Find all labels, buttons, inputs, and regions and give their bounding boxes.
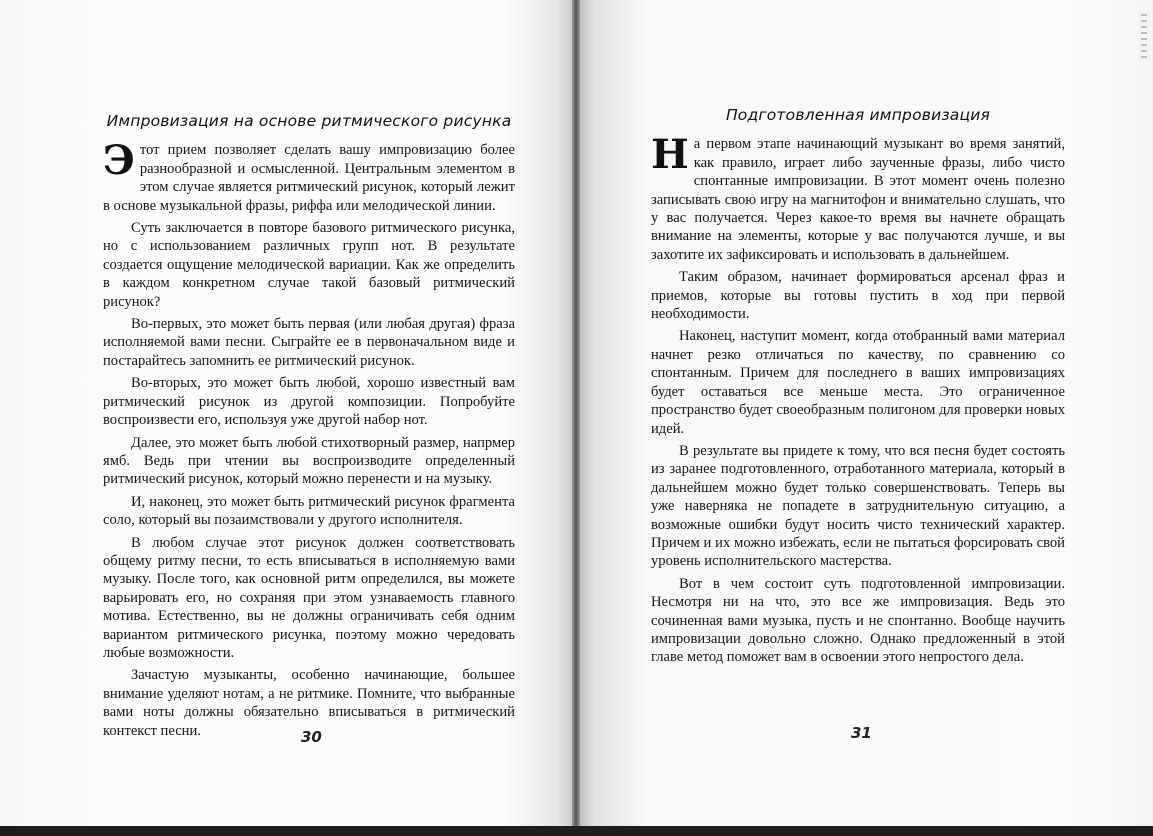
left-page-heading: Импровизация на основе ритмического рисунка xyxy=(106,112,512,130)
left-paragraph-8: Зачастую музыканты, особенно начинающие, большее внимание уделяют нотам, а не ритмике. Помните, что выбранные вами ноты должны обязательно вписываться в ритмический контекст песни. xyxy=(103,667,515,739)
left-page-number: 30 xyxy=(301,728,322,746)
right-paragraph-4: В результате вы придете к тому, что вся песня будет состоять из заранее подготовленного, отработанного материала, который в дальнейшем можно будет только совершенствовать. Теперь вы уже наверняка не попадете в затруднительную ситуацию, а возможные ошибки будут носить чисто технический характер. Причем и их можно избежать, если не пытаться форсировать свой уровень исполнительского мастерства. xyxy=(651,442,1065,570)
left-dropcap: Э xyxy=(103,137,135,185)
right-paragraph-2: Таким образом, начинает формироваться арсенал фраз и приемов, которые вы готовы пустить в ход при первой необходимости. xyxy=(651,269,1065,323)
right-dropcap: Н xyxy=(651,131,689,179)
right-text-column xyxy=(651,106,1065,671)
right-page xyxy=(578,0,1153,828)
book-gutter xyxy=(572,0,580,836)
page-edge-marks xyxy=(1141,14,1147,58)
left-text-column xyxy=(103,112,515,744)
bottom-edge-shadow xyxy=(0,826,1153,836)
right-page-number: 31 xyxy=(851,724,872,742)
right-paragraph-5: Вот в чем состоит суть подготовленной импровизации. Несмотря ни на что, это все же импровизация. Ведь это сочиненная вами музыка, пусть и не спонтанно. Вообще научить импровизации довольно сложно. Однако предложенный в этой главе метод поможет вам в освоении этого непростого дела. xyxy=(651,575,1065,666)
left-paragraph-4: Во-вторых, это может быть любой, хорошо известный вам ритмический рисунок из другой композиции. Попробуйте воспроизвести его, используя уже другой набор нот. xyxy=(103,375,515,429)
left-paragraph-6: И, наконец, это может быть ритмический рисунок фрагмента соло, который вы позаимствовали у другого исполнителя. xyxy=(103,493,515,529)
left-page xyxy=(0,0,574,828)
left-paragraph-2: Суть заключается в повторе базового ритмического рисунка, но с использованием различных групп нот. В результате создается ощущение мелодической вариации. Как же определить в каждом конкретном случае такой базовый ритмический рисунок? xyxy=(103,220,515,310)
left-paragraph-1: Этот прием позволяет сделать вашу импровизацию более разнообразной и осмысленной. Центральным элементом в этом случае является ритмический рисунок, который лежит в основе музыкальной фразы, риффа или мелодической линии. xyxy=(103,137,515,214)
left-paragraph-7: В любом случае этот рисунок должен соответствовать общему ритму песни, то есть вписываться в исполняемую вами музыку. После того, как основной ритм определился, вы можете варьировать его, но сохраняя при этом узнаваемость главного мотива. Естественно, вы не должны ограничивать себя одним вариантом ритмического рисунка, поэтому можно чередовать любые возможности. xyxy=(103,534,515,661)
right-paragraph-3: Наконец, наступит момент, когда отобранный вами материал начнет резко отличаться по качеству, по сравнению со спонтанным. Причем для последнего в ваших импровизациях будет оставаться все меньше места. Это ограниченное пространство будет своеобразным полигоном для проверки новых идей. xyxy=(651,328,1065,437)
right-page-heading: Подготовленная импровизация xyxy=(725,106,991,124)
left-paragraph-5: Далее, это может быть любой стихотворный размер, напрмер ямб. Ведь при чтении вы воспроизводите определенный ритмический рисунок, который можно перенести и на музыку. xyxy=(103,434,515,488)
right-paragraph-1: На первом этапе начинающий музыкант во время занятий, как правило, играет либо заученные фразы, либо чисто спонтанные импровизации. В этот момент очень полезно записывать свою игру на магнитофон и внимательно слушать, что у вас получается. Через какое-то время вы начнете обращать внимание на элементы, которые у вас получаются лучше, и вы захотите их зафиксировать и использовать в дальнейшем. xyxy=(651,131,1065,263)
left-paragraph-3: Во-первых, это может быть первая (или любая другая) фраза исполняемой вами песни. Сыграйте ее в первоначальном виде и постарайтесь запомнить ее ритмический рисунок. xyxy=(103,316,515,369)
